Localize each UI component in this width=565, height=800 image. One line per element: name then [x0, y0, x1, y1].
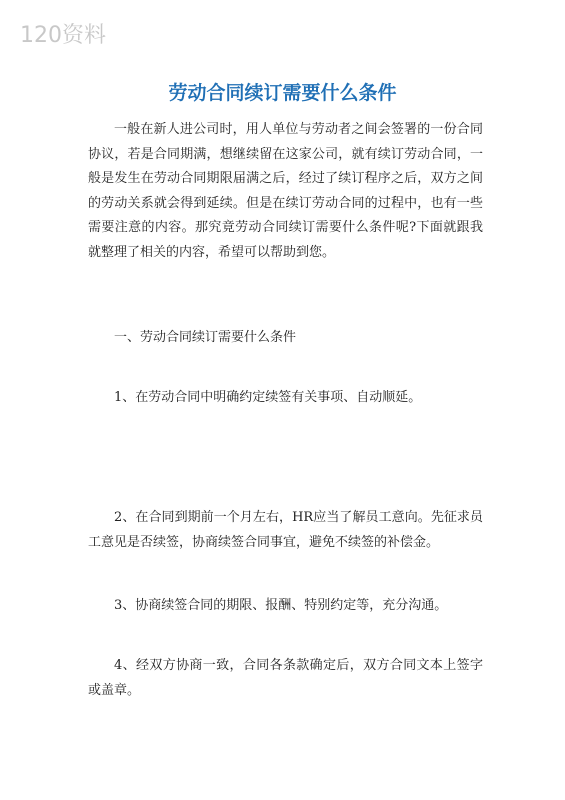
- list-item: 4、经双方协商一致，合同各条款确定后，双方合同文本上签字或盖章。: [88, 658, 483, 698]
- list-item: 1、在劳动合同中明确约定续签有关事项、自动顺延。: [114, 390, 422, 405]
- list-item: 2、在合同到期前一个月左右，HR应当了解员工意向。先征求员工意见是否续签，协商续签合同事宜，避免不续签的补偿金。: [88, 510, 483, 550]
- watermark: 120资料: [20, 23, 106, 48]
- intro-paragraph: 一般在新人进公司时，用人单位与劳动者之间会签署的一份合同协议，若是合同期满，想继续留在这家公司，就有续订劳动合同，一般是发生在劳动合同期限届满之后，经过了续订程序之后，双方之间的劳动关系就会得到延续。但是在续订劳动合同的过程中，也有一些需要注意的内容。那究竟劳动合同续订需要什么条件呢?下面就跟我就整理了相关的内容，希望可以帮助到您。: [88, 122, 483, 260]
- document-title: 劳动合同续订需要什么条件: [168, 82, 397, 104]
- list-item: 3、协商续签合同的期限、报酬、特别约定等，充分沟通。: [114, 598, 448, 613]
- section-heading: 一、劳动合同续订需要什么条件: [114, 330, 297, 345]
